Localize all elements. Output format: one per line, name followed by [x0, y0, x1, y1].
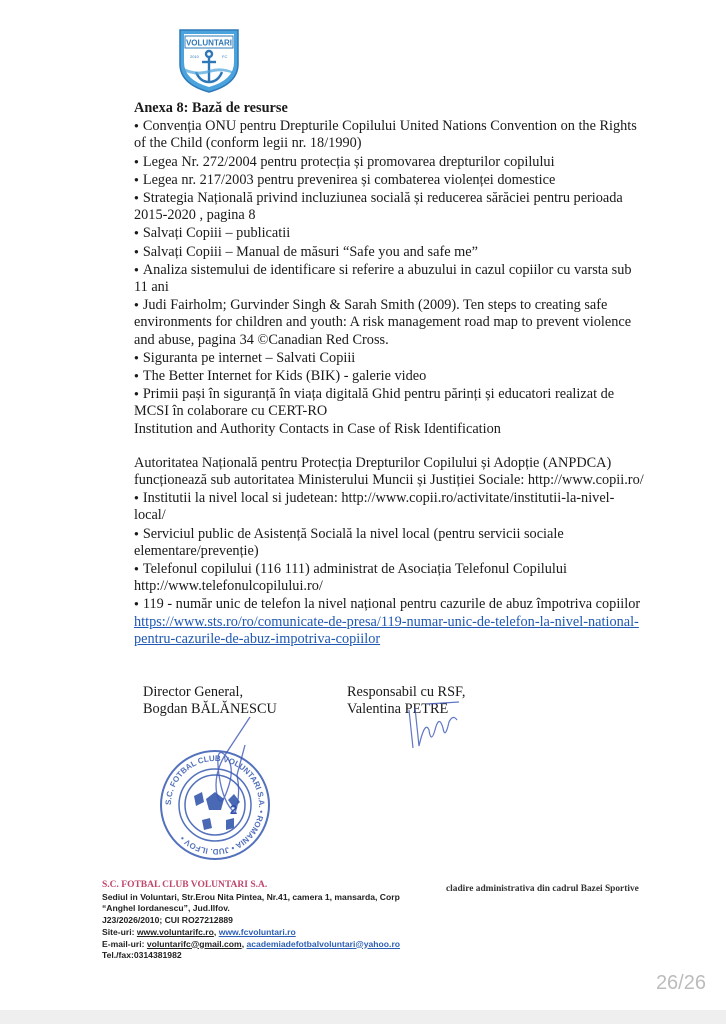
resource-item: ● Siguranta pe internet – Salvati Copiii: [134, 349, 644, 367]
logo-year: 2010: [190, 54, 199, 59]
websites-label: Site-uri:: [102, 926, 137, 937]
rsf-signature-scribble: [405, 700, 460, 752]
logo-text: VOLUNTARI: [185, 38, 233, 48]
resource-item: ● Judi Fairholm; Gurvinder Singh & Sarah Smith (2009). Ten steps to creating safe environments for children and youth: A risk management road map to prevent violence and abuse, pagina 34 ©Canadian Red Cross.: [134, 296, 644, 349]
phone-fax: Tel./fax:0314381982: [102, 950, 182, 961]
club-logo: [176, 26, 242, 94]
resource-item: ● Strategia Națională privind incluziunea socială și reducerea sărăciei pentru perioada 2015-2020 , pagina 8: [134, 189, 644, 224]
contact-item: ● Telefonul copilului (116 111) administrat de Asociația Telefonul Copilului http://www.telefonulcopilului.ro/: [134, 560, 644, 595]
contact-item: ● Serviciul public de Asistență Socială la nivel local (pentru servicii sociale elementare/prevenție): [134, 525, 644, 560]
page-counter: 26/26: [655, 972, 706, 994]
email-link-2[interactable]: academiadefotbalvoluntari@yahoo.ro: [246, 938, 401, 949]
hotline-link[interactable]: https://www.sts.ro/ro/comunicate-de-presa/119-numar-unic-de-telefon-la-nivel-national-pentru-cazurile-de-abuz-impotriva-copiilor: [134, 613, 639, 647]
resource-item: ● Salvați Copiii – Manual de măsuri “Safe you and safe me”: [134, 243, 644, 261]
address-line-1: Sediul in Voluntari, Str.Erou Nita Pintea, Nr.41, camera 1, mansarda, Corp: [102, 891, 400, 902]
contacts-heading: Institution and Authority Contacts in Case of Risk Identification: [134, 420, 501, 437]
website-link-1[interactable]: www.voluntarifc.ro: [136, 926, 214, 937]
resource-item: ● Legea Nr. 272/2004 pentru protecția și promovarea drepturilor copilului: [134, 153, 644, 171]
emails-line: E-mail-uri: voluntarifc@gmail.com, academiadefotbalvoluntari@yahoo.ro: [102, 938, 401, 949]
rsf-name: Valentina PETRE: [347, 701, 449, 717]
website-link-2[interactable]: www.fcvoluntari.ro: [218, 926, 296, 937]
building-note: cladire administrativa din cadrul Bazei Sportive: [446, 884, 639, 894]
annex-heading: Anexa 8: Bază de resurse: [134, 100, 288, 116]
company-footer: [102, 880, 432, 962]
hotline-item: [134, 595, 644, 648]
paragraph-gap: [134, 438, 644, 455]
resource-item: ● Convenția ONU pentru Drepturile Copilului United Nations Convention on the Rights of the Child (conform legii nr. 18/1990): [134, 117, 644, 152]
hotline-text: 119 - număr unic de telefon la nivel național pentru cazurile de abuz împotriva copiilor: [142, 596, 641, 613]
director-signature-scribble: [195, 715, 255, 825]
director-role: Director General,: [143, 684, 244, 700]
authority-paragraph: Autoritatea Națională pentru Protecția Drepturilor Copilului și Adopție (ANPDCA) funcționează sub autoritatea Ministerului Muncii și Justiției Sociale: http://www.copii.ro/: [134, 454, 644, 489]
contact-item: ● Institutii la nivel local si judetean: http://www.copii.ro/activitate/institutii-la-nivel-local/: [134, 489, 644, 524]
registration-info: J23/2026/2010; CUI RO27212889: [102, 915, 233, 926]
resource-item: ● The Better Internet for Kids (BIK) - galerie video: [134, 367, 644, 385]
signature-director: [143, 684, 277, 718]
stamp-ring-text: S.C. FOTBAL CLUB VOLUNTARI S.A. • ROMANIA • JUD. ILFOV •: [163, 753, 267, 857]
resource-item: ● Analiza sistemului de identificare si referire a abuzului in cazul copiilor cu varsta sub 11 ani: [134, 261, 644, 296]
email-link-1[interactable]: voluntarifc@gmail.com: [146, 938, 242, 949]
logo-fc: FC: [222, 54, 228, 59]
viewer-bottom-bar: [0, 1010, 726, 1024]
address-line-2: “Anghel Iordanescu”, Jud.Ilfov.: [102, 903, 230, 914]
director-name: Bogdan BĂLĂNESCU: [143, 701, 277, 717]
resource-item: ● Primii pași în siguranță în viața digitală Ghid pentru părinți și educatori realizat de MCSI în colaborare cu CERT-RO: [134, 385, 644, 420]
resource-item: ● Legea nr. 217/2003 pentru prevenirea și combaterea violenței domestice: [134, 171, 644, 189]
company-name: S.C. FOTBAL CLUB VOLUNTARI S.A.: [102, 880, 268, 890]
emails-label: E-mail-uri:: [102, 938, 147, 949]
stamp-number: 2: [230, 802, 238, 817]
resource-item: ● Salvați Copiii – publicatii: [134, 224, 644, 242]
rsf-role: Responsabil cu RSF,: [347, 684, 466, 700]
document-body: [134, 100, 644, 648]
websites-line: Site-uri: www.voluntarifc.ro, www.fcvoluntari.ro: [102, 926, 296, 937]
